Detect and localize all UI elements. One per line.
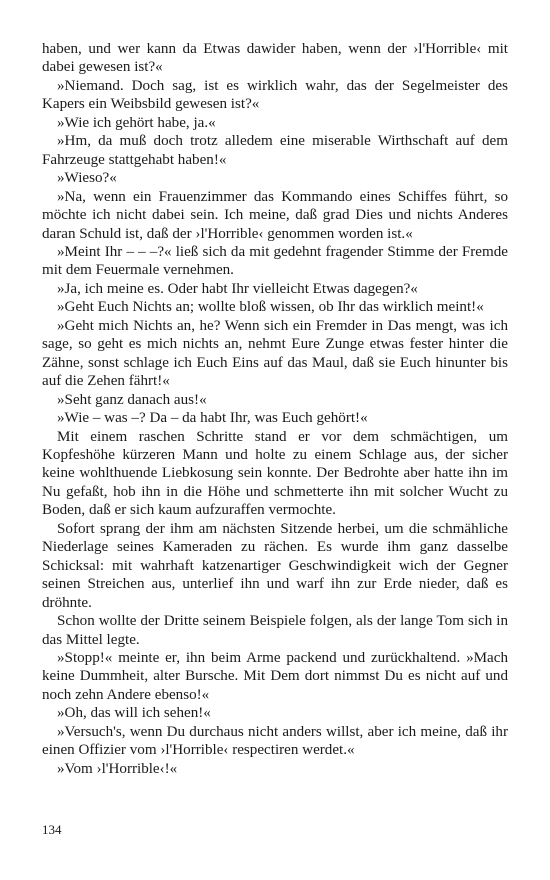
paragraph: »Geht mich Nichts an, he? Wenn sich ein Fremder in Das mengt, was ich sage, so geht es mich nichts an, nehmt Eure Zunge etwas fester hinter die Zähne, sonst schlage ich Euch Eins auf das Maul, daß sie Euch hinunter bis auf die Zehen fährt!« xyxy=(42,317,508,390)
paragraph: »Hm, da muß doch trotz alledem eine miserable Wirthschaft auf dem Fahrzeuge stattgehabt haben!« xyxy=(42,133,508,168)
paragraph: »Vom ›l'Horrible‹!« xyxy=(57,760,178,777)
paragraph: »Na, wenn ein Frauenzimmer das Kommando eines Schiffes führt, so möchte ich nicht dabei sein. Ich meine, daß grad Dies und nichts Anderes daran Schuld ist, daß der ›l'Horrible‹ genommen worden ist.« xyxy=(42,188,508,242)
page-number: 134 xyxy=(42,822,62,837)
paragraph: haben, und wer kann da Etwas dawider haben, wenn der ›l'Horrible‹ mit dabei gewesen ist?« xyxy=(42,41,508,76)
paragraph: »Oh, das will ich sehen!« xyxy=(57,705,211,722)
paragraph: »Wieso?« xyxy=(57,170,117,187)
book-page-text xyxy=(42,40,508,778)
paragraph: Sofort sprang der ihm am nächsten Sitzende herbei, um die schmähliche Niederlage seines Kameraden zu rächen. Es wurde ihm ganz dasselbe Schicksal: mit wahrhaft katzenartiger Geschwindigkeit wich der Gegner seinen Streichen aus, unterlief ihn und warf ihn zur Erde nieder, daß es dröhnte. xyxy=(42,520,508,611)
paragraph: »Seht ganz danach aus!« xyxy=(57,391,207,408)
paragraph: »Meint Ihr – – –?« ließ sich da mit gedehnt fragender Stimme der Fremde mit dem Feuermale vernehmen. xyxy=(42,243,508,279)
paragraph: Schon wollte der Dritte seinem Beispiele folgen, als der lange Tom sich in das Mittel legte. xyxy=(42,613,508,648)
paragraph: »Stopp!« meinte er, ihn beim Arme packend und zurückhaltend. »Mach keine Dummheit, alter Bursche. Mit Dem dort nimmst Du es nicht auf und noch zehn Andere ebenso!« xyxy=(42,649,508,703)
paragraph: Mit einem raschen Schritte stand er vor dem schmächtigen, um Kopfeshöhe kürzeren Mann und holte zu einem Schlage aus, der sicher keine wohlthuende Liebkosung sein konnte. Der Bedrohte aber hatte ihn im Nu gefaßt, hob ihn in die Höhe und schmetterte ihn mit solcher Wucht zu Boden, daß er sich kaum aufzuraffen vermochte. xyxy=(42,428,508,519)
paragraph: »Wie ich gehört habe, ja.« xyxy=(57,114,216,131)
paragraph: »Wie – was –? Da – da habt Ihr, was Euch gehört!« xyxy=(57,410,368,427)
paragraph: »Versuch's, wenn Du durchaus nicht anders willst, aber ich meine, daß ihr einen Offizier vom ›l'Horrible‹ respectiren werdet.« xyxy=(42,723,508,759)
paragraph: »Ja, ich meine es. Oder habt Ihr vielleicht Etwas dagegen?« xyxy=(57,280,418,297)
paragraph: »Niemand. Doch sag, ist es wirklich wahr, das der Segelmeister des Kapers ein Weibsbild gewesen ist?« xyxy=(42,77,508,113)
paragraph: »Geht Euch Nichts an; wollte bloß wissen, ob Ihr das wirklich meint!« xyxy=(57,299,484,316)
